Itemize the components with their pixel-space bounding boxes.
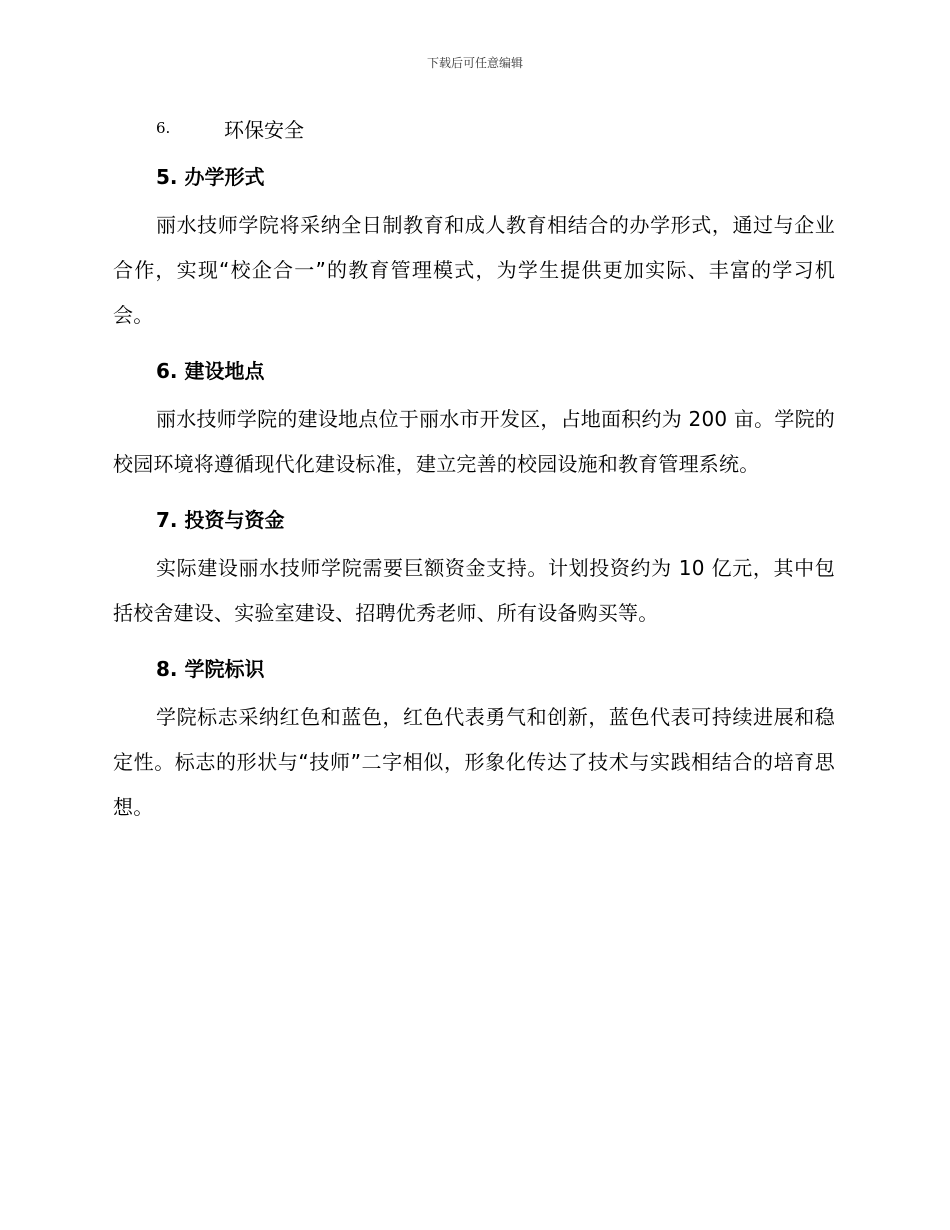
section-heading-investment: 7. 投资与资金: [156, 508, 285, 532]
list-item-number: 6.: [156, 119, 171, 137]
section-heading-logo: 8. 学院标识: [156, 657, 265, 681]
list-item-text: 环保安全: [224, 117, 304, 142]
document-body: [113, 106, 835, 830]
section-paragraph-location: 丽水技师学院的建设地点位于丽水市开发区，占地面积约为 200 亩。学院的校园环境将遵循现代化建设标准，建立完善的校园设施和教育管理系统。: [113, 407, 835, 476]
section-heading-teaching-form: 5. 办学形式: [156, 165, 265, 189]
section-paragraph-teaching-form: 丽水技师学院将采纳全日制教育和成人教育相结合的办学形式，通过与企业合作，实现“校企合一”的教育管理模式，为学生提供更加实际、丰富的学习机会。: [113, 213, 835, 327]
section-paragraph-logo: 学院标志采纳红色和蓝色，红色代表勇气和创新，蓝色代表可持续进展和稳定性。标志的形状与“技师”二字相似，形象化传达了技术与实践相结合的培育思想。: [113, 705, 835, 819]
list-item: [113, 106, 835, 150]
section-paragraph-investment: 实际建设丽水技师学院需要巨额资金支持。计划投资约为 10 亿元，其中包括校舍建设、实验室建设、招聘优秀老师、所有设备购买等。: [113, 556, 835, 625]
section-heading-location: 6. 建设地点: [156, 359, 265, 383]
page-header: 下载后可任意编辑: [426, 56, 523, 70]
